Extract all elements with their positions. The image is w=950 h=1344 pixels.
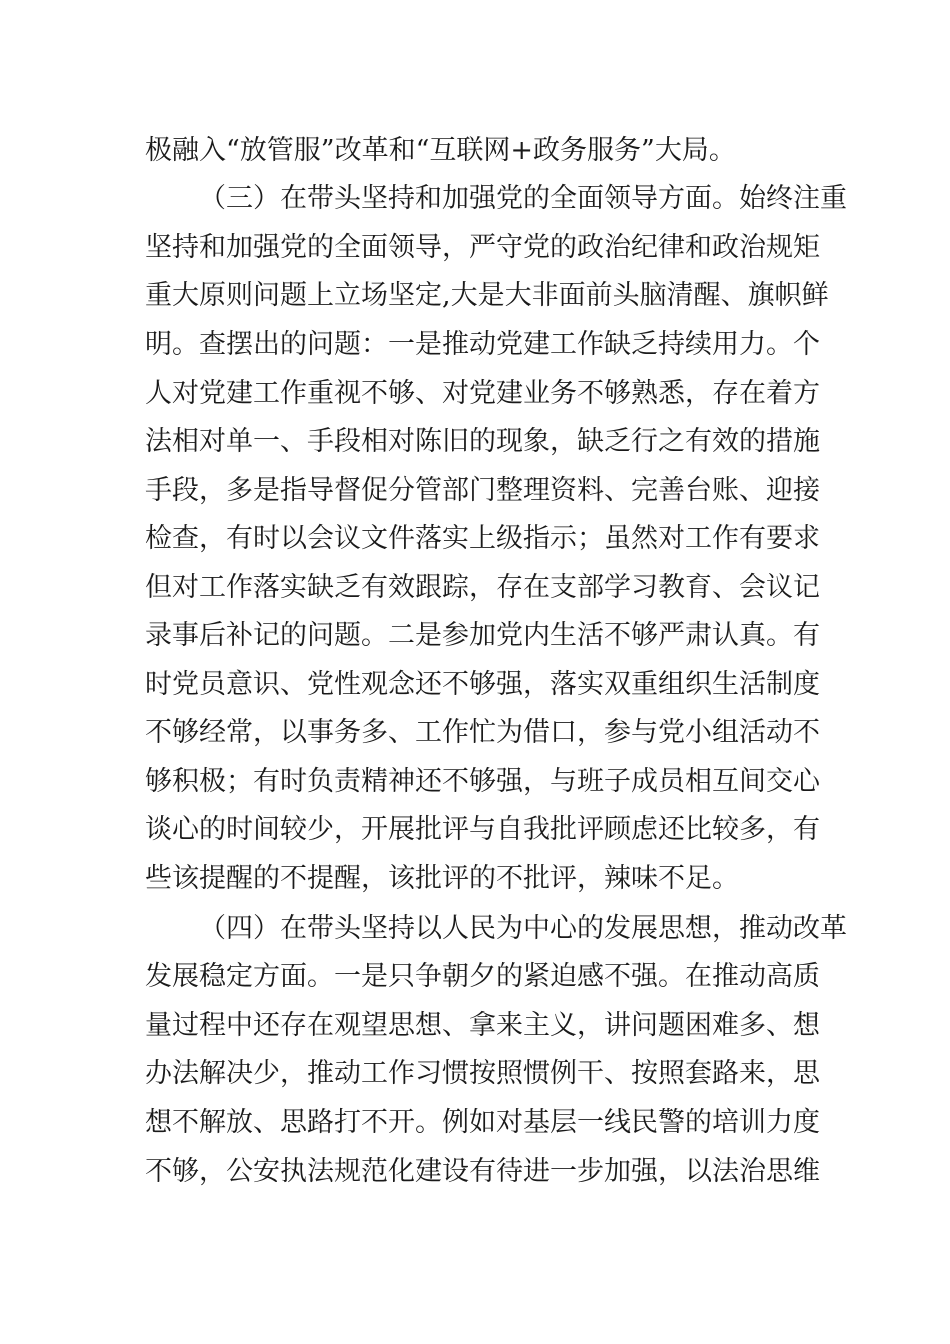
text-line: 办法解决少，推动工作习惯按照惯例干、按照套路来，思	[145, 1058, 820, 1089]
text-line: 人对党建工作重视不够、对党建业务不够熟悉，存在着方	[145, 378, 820, 409]
text-line: 法相对单一、手段相对陈旧的现象，缺乏行之有效的措施	[145, 426, 820, 457]
text-line: 谈心的时间较少，开展批评与自我批评顾虑还比较多，有	[145, 814, 820, 845]
text-line: 录事后补记的问题。二是参加党内生活不够严肃认真。有	[145, 620, 820, 651]
text-line: 检查，有时以会议文件落实上级指示；虽然对工作有要求	[145, 523, 820, 554]
text-line: （三）在带头坚持和加强党的全面领导方面。始终注重	[199, 183, 847, 214]
text-line: 不够经常，以事务多、工作忙为借口，参与党小组活动不	[145, 717, 820, 748]
text-line: 些该提醒的不提醒，该批评的不批评，辣味不足。	[145, 863, 739, 894]
text-line: （四）在带头坚持以人民为中心的发展思想，推动改革	[199, 913, 847, 944]
text-line: 想不解放、思路打不开。例如对基层一线民警的培训力度	[145, 1107, 820, 1138]
text-line: 重大原则问题上立场坚定,大是大非面前头脑清醒、旗帜鲜	[145, 280, 829, 311]
text-line: 发展稳定方面。一是只争朝夕的紧迫感不强。在推动高质	[145, 961, 820, 992]
text-line: 时党员意识、党性观念还不够强，落实双重组织生活制度	[145, 669, 820, 700]
text-line: 但对工作落实缺乏有效跟踪，存在支部学习教育、会议记	[145, 572, 820, 603]
text-line: 坚持和加强党的全面领导，严守党的政治纪律和政治规矩	[145, 232, 820, 263]
text-line: 不够，公安执法规范化建设有待进一步加强，以法治思维	[145, 1156, 820, 1187]
text-line: 极融入“放管服”改革和“互联网+政务服务”大局。	[145, 135, 736, 166]
text-line: 手段，多是指导督促分管部门整理资料、完善台账、迎接	[145, 475, 820, 506]
text-line: 够积极；有时负责精神还不够强，与班子成员相互间交心	[145, 766, 820, 797]
text-line: 量过程中还存在观望思想、拿来主义，讲问题困难多、想	[145, 1010, 820, 1041]
text-line: 明。查摆出的问题：一是推动党建工作缺乏持续用力。个	[145, 329, 820, 360]
